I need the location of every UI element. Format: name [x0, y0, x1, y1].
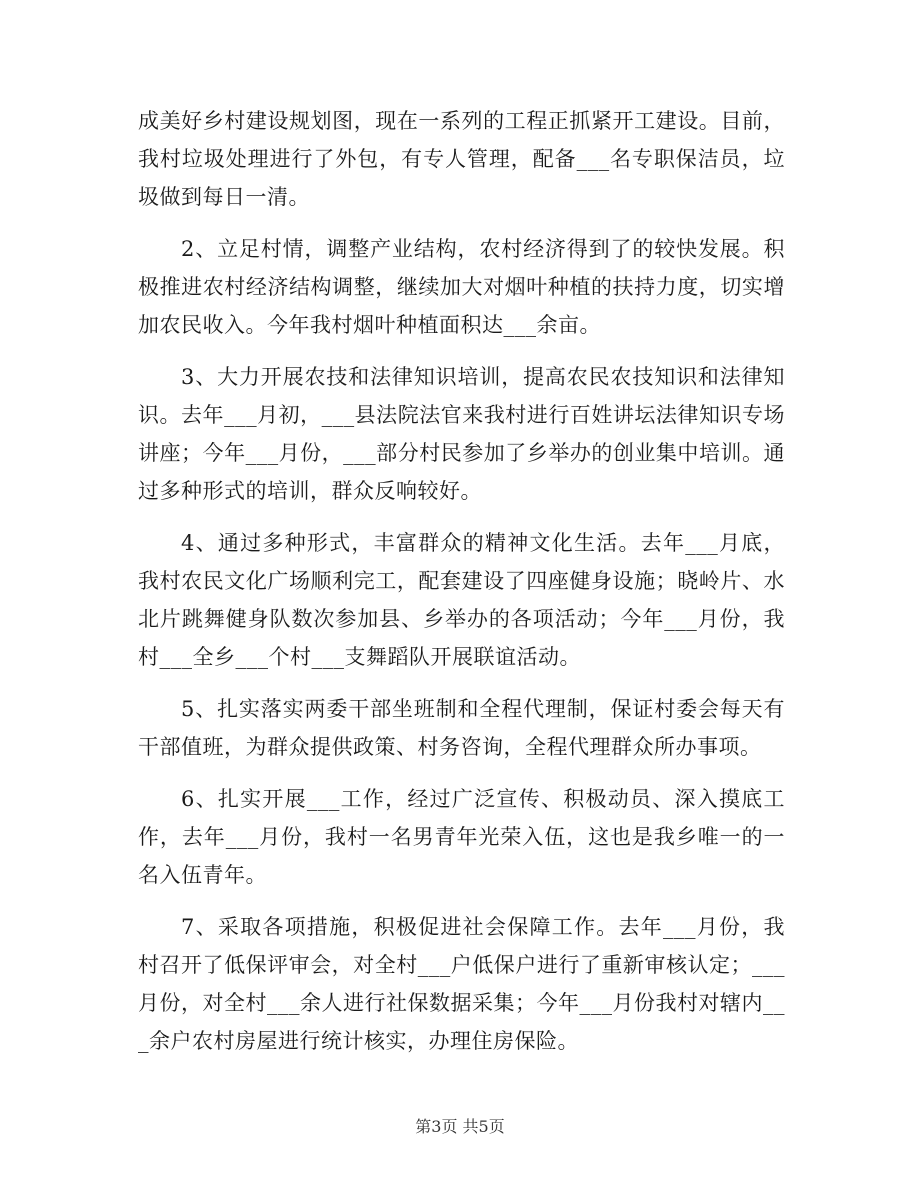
- paragraph-item-4: 4、通过多种形式，丰富群众的精神文化生活。去年___月底，我村农民文化广场顺利完工，配套建设了四座健身设施；晓岭片、水北片跳舞健身队数次参加县、乡举办的各项活动；今年___月份，我村___全乡___个村___支舞蹈队开展联谊活动。: [138, 531, 785, 669]
- paragraph-item-2: 2、立足村情，调整产业结构，农村经济得到了的较快发展。积极推进农村经济结构调整，继续加大对烟叶种植的扶持力度，切实增加农民收入。今年我村烟叶种植面积达___余亩。: [138, 237, 785, 337]
- paragraph-continuation: 成美好乡村建设规划图，现在一系列的工程正抓紧开工建设。目前，我村垃圾处理进行了外包，有专人管理，配备___名专职保洁员，垃圾做到每日一清。: [138, 109, 785, 209]
- paragraph-item-3: 3、大力开展农技和法律知识培训，提高农民农技知识和法律知识。去年___月初，___县法院法官来我村进行百姓讲坛法律知识专场讲座；今年___月份，___部分村民参加了乡举办的创业集中培训。通过多种形式的培训，群众反响较好。: [138, 365, 785, 503]
- paragraph-item-5: 5、扎实落实两委干部坐班制和全程代理制，保证村委会每天有干部值班，为群众提供政策、村务咨询，全程代理群众所办事项。: [138, 697, 785, 759]
- page-number-footer: 第3页 共5页: [415, 1117, 505, 1136]
- paragraph-item-7: 7、采取各项措施，积极促进社会保障工作。去年___月份，我村召开了低保评审会，对全村___户低保户进行了重新审核认定；___月份，对全村___余人进行社保数据采集；今年___月份我村对辖内___余户农村房屋进行统计核实，办理住房保险。: [138, 915, 785, 1053]
- document-body: [138, 102, 785, 1074]
- paragraph-item-6: 6、扎实开展___工作，经过广泛宣传、积极动员、深入摸底工作，去年___月份，我村一名男青年光荣入伍，这也是我乡唯一的一名入伍青年。: [138, 787, 785, 887]
